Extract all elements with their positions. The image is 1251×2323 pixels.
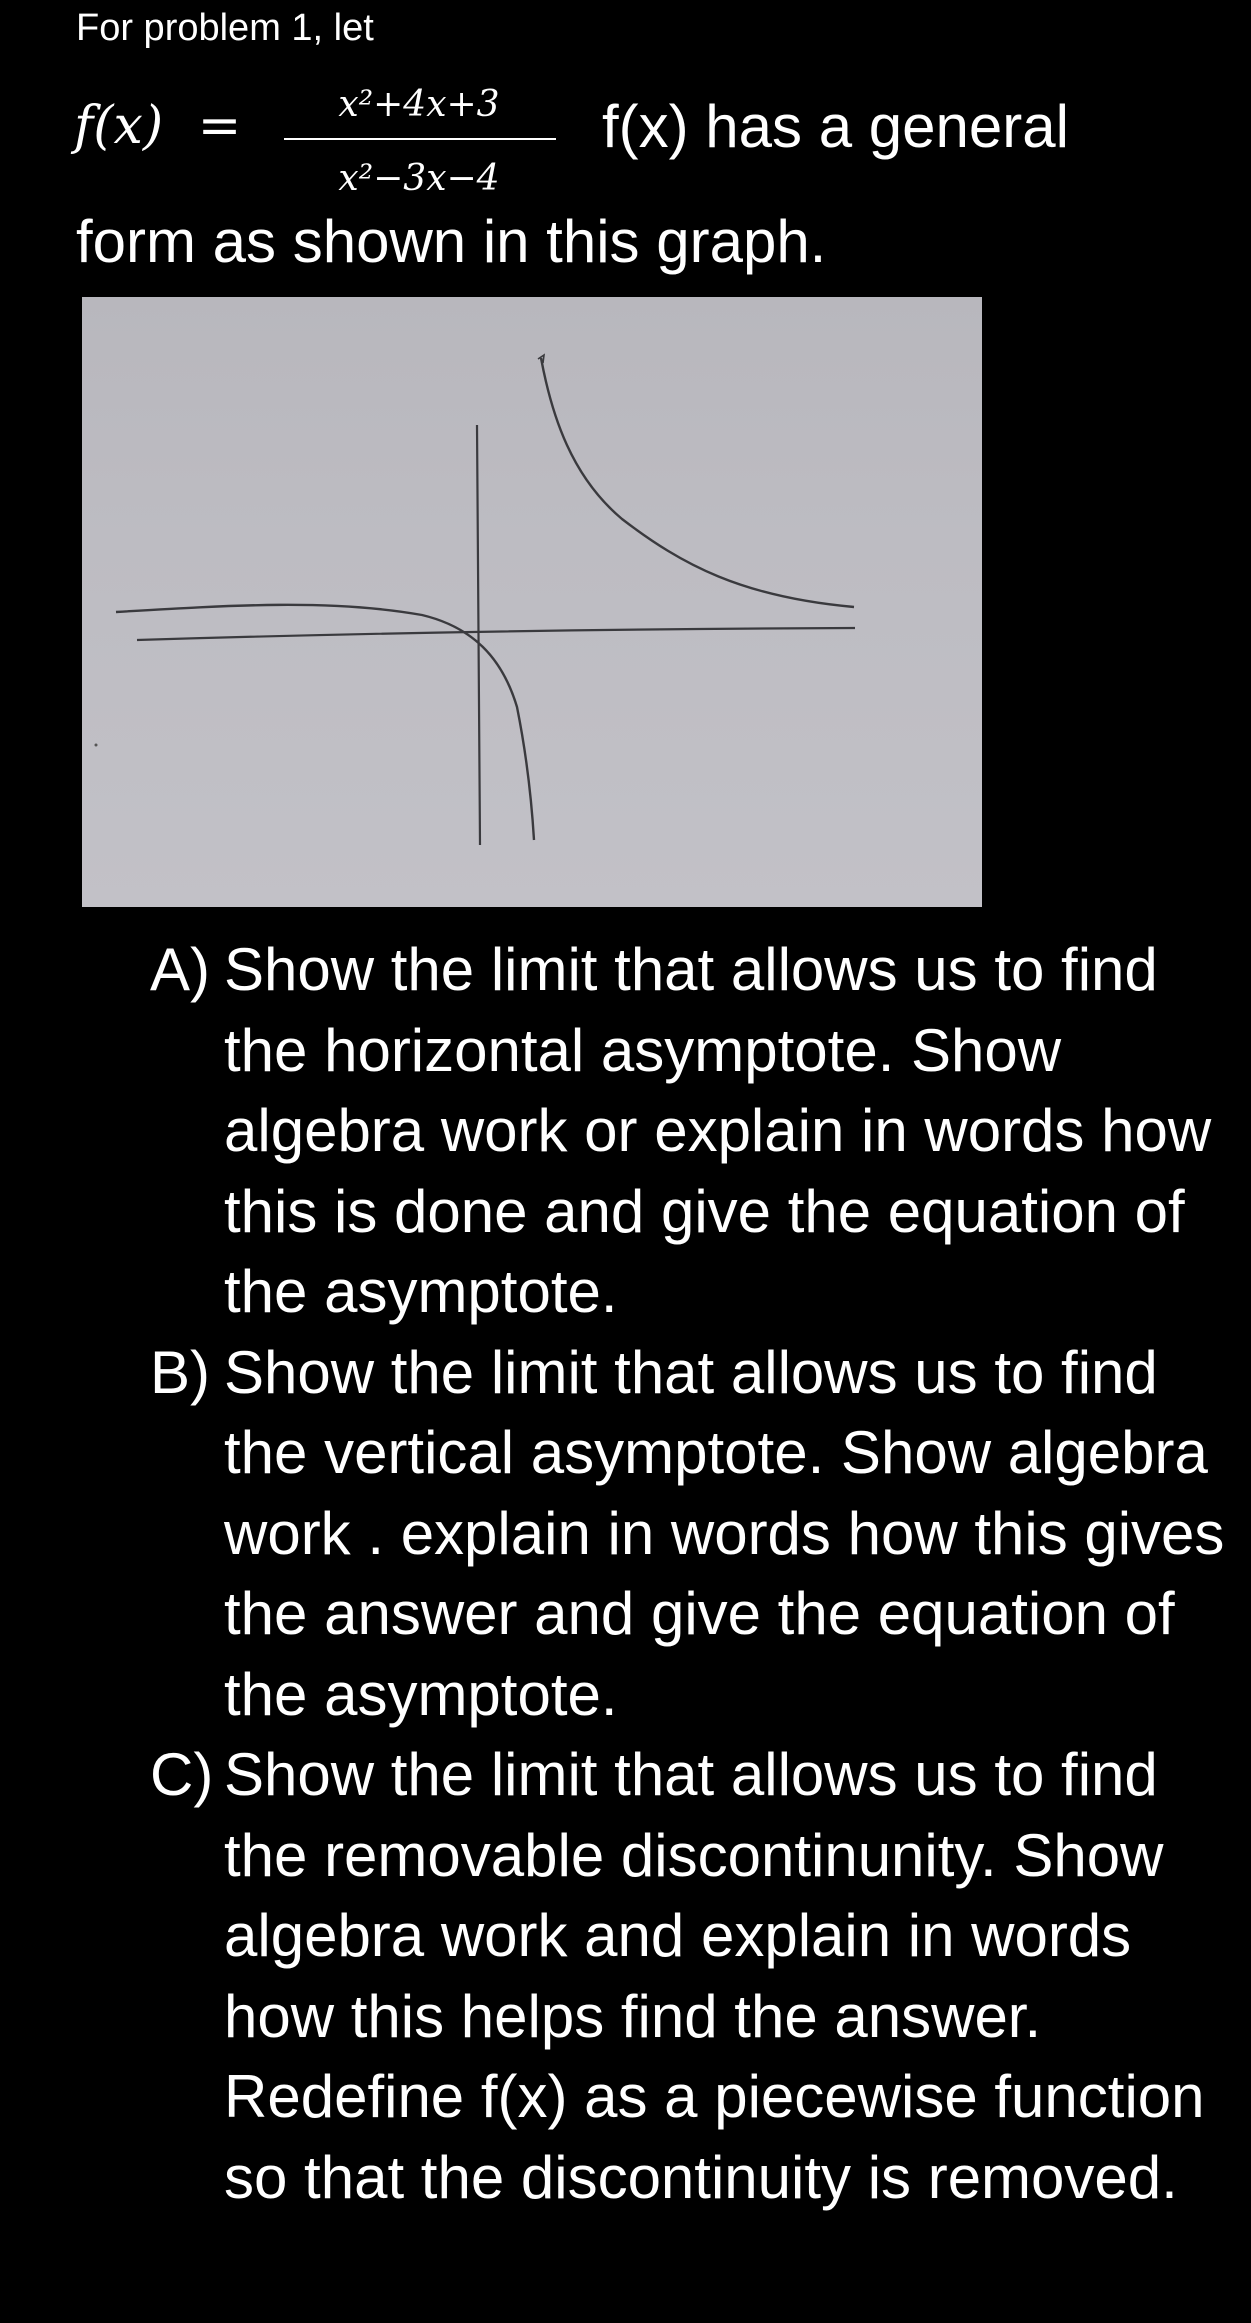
left-branch-curve bbox=[116, 605, 534, 840]
question-text: Show the limit that allows us to find the vertical asymptote. Show algebra work . explain in words how this gives the answer and give the equation of the asymptote. bbox=[224, 1338, 1225, 1728]
equals-sign: = bbox=[197, 96, 242, 156]
fraction-bar bbox=[284, 138, 556, 140]
function-lhs bbox=[74, 96, 241, 156]
question-marker: C) bbox=[150, 1741, 214, 1808]
description-text: f(x) has a general bbox=[602, 93, 1069, 160]
question-marker: B) bbox=[150, 1338, 210, 1406]
right-branch-curve bbox=[541, 358, 854, 607]
question-marker: A) bbox=[150, 936, 210, 1003]
question-list bbox=[150, 930, 1230, 2218]
y-axis-line bbox=[477, 425, 480, 845]
denominator: x²−3x−4 bbox=[338, 158, 500, 199]
description-continuation: form as shown in this graph. bbox=[76, 208, 827, 275]
question-c bbox=[150, 1735, 1230, 2218]
lhs-label: f(x) bbox=[74, 96, 164, 156]
question-a bbox=[150, 930, 1230, 1333]
question-text: Show the limit that allows us to find the horizontal asymptote. Show algebra work or explain in words how this is done and give the equation of the asymptote. bbox=[224, 936, 1212, 1325]
question-text: Show the limit that allows us to find the removable discontinunity. Show algebra work and explain in words how this helps find the answer. Redefine f(x) as a piecewise function so that the discontinuity is removed. bbox=[224, 1741, 1205, 2211]
hand-drawn-graph bbox=[82, 297, 982, 907]
intro-text: For problem 1, let bbox=[76, 7, 374, 49]
question-b bbox=[150, 1333, 1230, 1736]
graph-photo bbox=[82, 297, 982, 907]
x-axis-line bbox=[137, 628, 855, 640]
numerator: x²+4x+3 bbox=[338, 84, 500, 125]
function-equation bbox=[74, 60, 1174, 200]
pencil-dot bbox=[95, 744, 98, 747]
fraction bbox=[274, 70, 564, 200]
